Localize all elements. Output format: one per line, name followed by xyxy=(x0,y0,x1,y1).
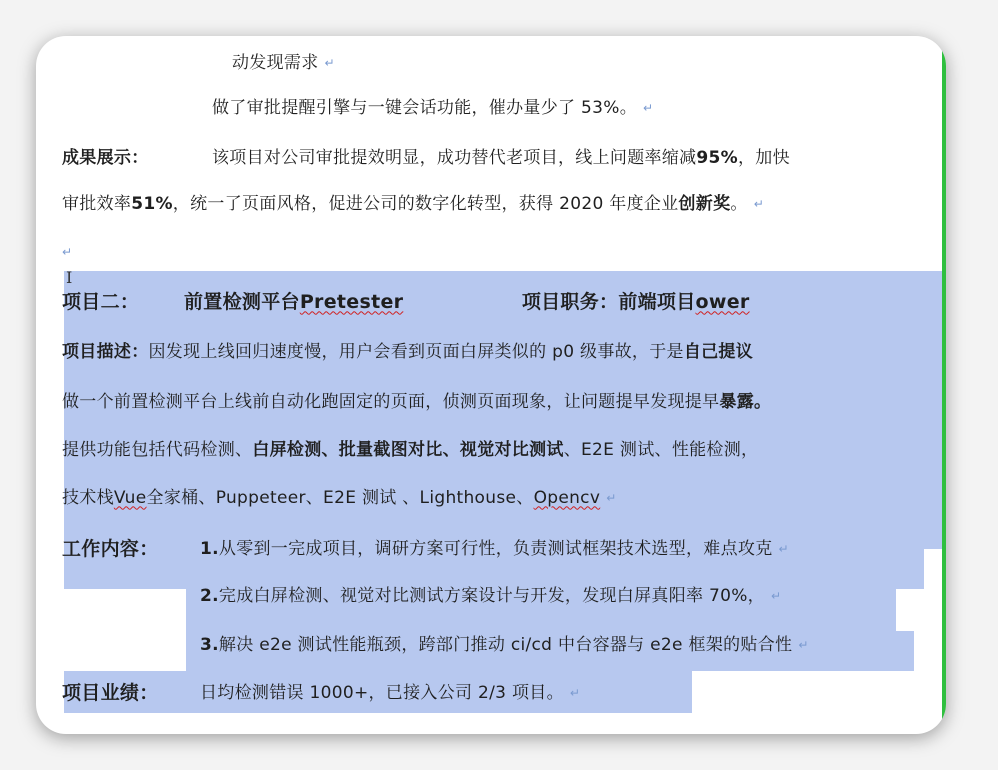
list-number: 1. xyxy=(200,538,219,559)
text-run: 做一个前置检测平台上线前自动化跑固定的页面，侦测页面现象，让问题提早发现提早 xyxy=(62,391,720,412)
project-name: 前置检测平台 xyxy=(184,290,300,313)
text-run: 提供功能包括代码检测、 xyxy=(62,439,253,460)
text-line xyxy=(200,581,781,611)
paragraph-mark: ↵ xyxy=(798,638,809,652)
text-run-bold: 暴露。 xyxy=(719,391,772,412)
paragraph-mark: ↵ xyxy=(606,491,617,505)
text-line xyxy=(62,338,753,366)
role-label: 项目职务：前端项目 xyxy=(521,290,696,313)
text-run: 。 xyxy=(730,193,748,214)
text-run: 审批效率 xyxy=(62,193,132,214)
list-item: 完成白屏检测、视觉对比测试方案设计与开发，发现白屏真阳率 70%， xyxy=(218,585,765,606)
text-run: 因发现上线回归速度慢，用户会看到页面白屏类似的 p0 级事故，于是 xyxy=(148,341,684,362)
text-run-bold: 创新奖 xyxy=(678,193,731,214)
text-run: 、E2E 测试、性能检测， xyxy=(563,439,759,460)
paragraph-mark: ↵ xyxy=(324,56,335,70)
paragraph-mark: ↵ xyxy=(778,542,789,556)
project-label: 项目二： xyxy=(62,290,140,313)
section-label: 项目描述： xyxy=(62,341,149,362)
text-run: ，统一了页面风格，促进公司的数字化转型，获得 2020 年度企业 xyxy=(172,193,679,214)
paragraph-mark: ↵ xyxy=(643,101,654,115)
list-number: 2. xyxy=(200,585,219,606)
text-line xyxy=(62,388,771,416)
text-line xyxy=(62,484,617,512)
text-run: Opencv xyxy=(533,487,601,508)
text-line xyxy=(232,50,335,76)
text-run: 该项目对公司审批提效明显，成功替代老项目，线上问题率缩减 xyxy=(212,147,697,168)
section-label: 工作内容： xyxy=(62,537,159,560)
text-cursor: I xyxy=(66,268,73,287)
role-en: ower xyxy=(695,290,750,313)
text-line xyxy=(62,286,750,318)
project-name-en: Pretester xyxy=(299,290,404,313)
text-line xyxy=(200,630,809,660)
text-run: 全家桶、Puppeteer、E2E 测试 、Lighthouse、 xyxy=(146,487,534,508)
paragraph-mark: ↵ xyxy=(62,245,73,259)
page-edge-marker xyxy=(942,36,946,734)
section-label: 项目业绩： xyxy=(62,681,159,704)
paragraph-mark: ↵ xyxy=(753,197,765,211)
list-number: 3. xyxy=(200,634,219,655)
section-label: 成果展示： xyxy=(62,147,149,168)
text-run: 日均检测错误 1000+，已接入公司 2/3 项目。 xyxy=(200,682,564,703)
text-line xyxy=(62,240,72,264)
text-run: ，加快 xyxy=(738,147,790,168)
text-run: Vue xyxy=(113,487,147,508)
paragraph-mark: ↵ xyxy=(770,589,782,603)
text-run: 技术栈 xyxy=(62,487,114,508)
text-run: 做了审批提醒引擎与一键会话功能，催办量少了 53%。 xyxy=(212,97,637,118)
text-run-bold: 95% xyxy=(696,147,738,168)
list-item: 解决 e2e 测试性能瓶颈，跨部门推动 ci/cd 中台容器与 e2e 框架的贴合性 xyxy=(218,634,793,655)
text-run-bold: 51% xyxy=(131,193,173,214)
document-page xyxy=(36,36,946,734)
text-line xyxy=(62,190,764,218)
paragraph-mark: ↵ xyxy=(569,686,581,700)
text-line xyxy=(212,94,653,122)
text-run-bold: 白屏检测、批量截图对比、视觉对比测试 xyxy=(252,439,564,460)
text-run: 动发现需求 xyxy=(232,52,319,73)
text-line xyxy=(62,534,789,564)
text-run-bold: 自己提议 xyxy=(683,341,754,362)
text-line xyxy=(62,678,580,708)
list-item: 从零到一完成项目，调研方案可行性，负责测试框架技术选型，难点攻克 xyxy=(218,538,773,559)
text-line xyxy=(62,436,758,464)
text-line xyxy=(62,144,790,172)
